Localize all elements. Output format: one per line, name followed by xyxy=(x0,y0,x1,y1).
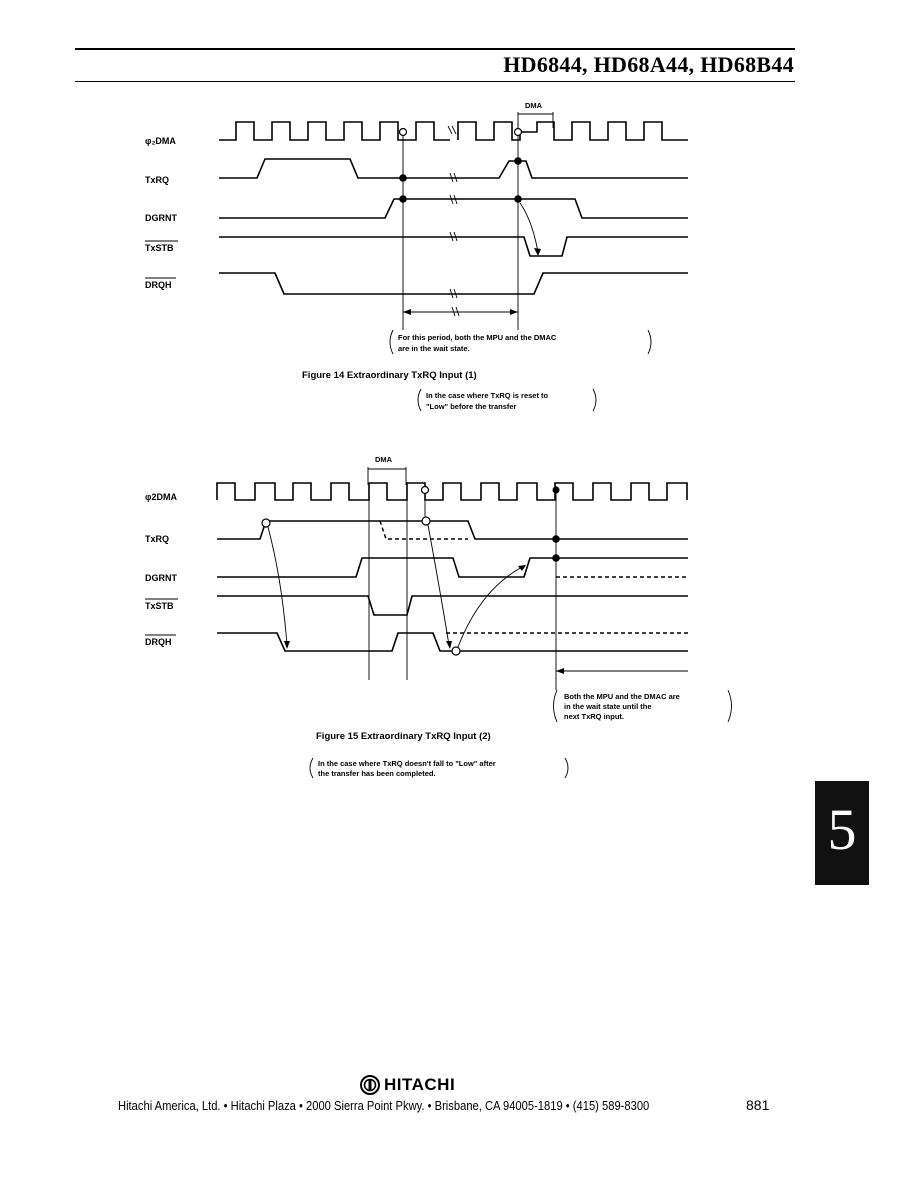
figure-15-timing-diagram xyxy=(0,440,918,800)
clock-break-mark xyxy=(448,126,456,134)
footer-brand: HITACHI xyxy=(384,1075,456,1094)
dma-bracket xyxy=(518,112,553,128)
marker-dgrnt-dot-1 xyxy=(399,195,407,203)
causal-arrow-3 xyxy=(458,567,522,647)
note-bracket-right xyxy=(648,330,651,354)
signal-label-txrq: TxRQ xyxy=(145,175,170,185)
dma-label: DMA xyxy=(375,455,393,464)
note-bracket-left xyxy=(390,330,393,354)
signal-break-marks xyxy=(450,173,457,298)
subnote-bracket-right xyxy=(593,389,596,411)
marker-drqh-open xyxy=(452,647,460,655)
subnote-line-1: In the case where TxRQ doesn't fall to "Low" after xyxy=(318,759,496,768)
page-header-title: HD6844, HD68A44, HD68B44 xyxy=(503,52,794,77)
subnote-bracket-left xyxy=(310,758,313,778)
signal-label-txstb: TxSTB xyxy=(145,243,174,253)
dgrnt-waveform xyxy=(217,558,688,577)
note-bracket-right xyxy=(728,690,732,722)
causal-arrow-3-head xyxy=(518,565,526,571)
dgrnt-waveform xyxy=(219,199,688,218)
causal-arrow-1 xyxy=(268,527,287,645)
signal-label-drqh: DRQH xyxy=(145,637,172,647)
wait-note-line-2: in the wait state until the xyxy=(564,702,652,711)
marker-clock-open-1 xyxy=(400,129,407,136)
wait-note-line-1: For this period, both the MPU and the DMAC xyxy=(398,333,557,342)
txrq-waveform xyxy=(217,521,688,539)
causal-arrow-head xyxy=(534,248,541,256)
marker-txrq-open-1 xyxy=(262,519,270,527)
signal-label-phi2dma: φ₂DMA xyxy=(145,136,176,146)
subnote-line-1: In the case where TxRQ is reset to xyxy=(426,391,549,400)
signal-label-phi2dma: φ2DMA xyxy=(145,492,177,502)
signal-label-dgrnt: DGRNT xyxy=(145,213,177,223)
dma-label: DMA xyxy=(525,101,543,110)
drqh-waveform xyxy=(219,273,688,294)
marker-clock-open xyxy=(422,487,429,494)
clock-waveform xyxy=(217,483,687,500)
signal-label-drqh: DRQH xyxy=(145,280,172,290)
txstb-waveform xyxy=(217,596,688,615)
page-number: 881 xyxy=(746,1097,770,1113)
figure-14-caption: Figure 14 Extraordinary TxRQ Input (1) xyxy=(302,370,477,381)
section-tab xyxy=(815,781,869,885)
marker-clock-dot xyxy=(553,487,560,494)
marker-txrq-dot xyxy=(552,535,560,543)
wait-period-arrow-left-head xyxy=(403,309,411,315)
subnote-bracket-right xyxy=(565,758,568,778)
note-bracket-left xyxy=(554,690,558,722)
signal-label-dgrnt: DGRNT xyxy=(145,573,177,583)
figure-14-timing-diagram xyxy=(0,0,918,440)
txstb-waveform xyxy=(219,237,688,256)
section-tab-number: 5 xyxy=(827,797,857,862)
clock-waveform xyxy=(219,122,688,140)
wait-period-arrow-head xyxy=(556,668,564,674)
marker-txrq-open-2 xyxy=(422,517,430,525)
wait-note-line-1: Both the MPU and the DMAC are xyxy=(564,692,680,701)
signal-label-txrq: TxRQ xyxy=(145,534,170,544)
subnote-bracket-left xyxy=(418,389,421,411)
subnote-line-2: the transfer has been completed. xyxy=(318,769,436,778)
causal-arrow xyxy=(520,203,538,252)
wait-period-break-mark xyxy=(452,307,459,316)
wait-note-line-2: are in the wait state. xyxy=(398,344,470,353)
signal-label-txstb: TxSTB xyxy=(145,601,174,611)
wait-note-line-3: next TxRQ input. xyxy=(564,712,624,721)
footer-address: Hitachi America, Ltd. • Hitachi Plaza • 2000 Sierra Point Pkwy. • Brisbane, CA 94005-1819 • (415) 589-8300 xyxy=(118,1098,650,1113)
hitachi-logo-icon xyxy=(360,1075,380,1095)
wait-period-arrow-right-head xyxy=(510,309,518,315)
marker-dgrnt-dot-2 xyxy=(514,195,522,203)
causal-arrow-1-head xyxy=(284,641,290,649)
marker-txrq-dot-2 xyxy=(514,157,522,165)
marker-clock-open-2 xyxy=(515,129,522,136)
marker-txrq-dot-1 xyxy=(399,174,407,182)
footer-logo xyxy=(360,1074,455,1096)
causal-arrow-2-head xyxy=(446,641,452,649)
marker-dgrnt-dot xyxy=(552,554,560,562)
figure-15-caption: Figure 15 Extraordinary TxRQ Input (2) xyxy=(316,731,491,742)
causal-arrow-2 xyxy=(428,525,449,645)
subnote-line-2: "Low" before the transfer xyxy=(426,402,517,411)
txrq-waveform xyxy=(219,159,688,178)
